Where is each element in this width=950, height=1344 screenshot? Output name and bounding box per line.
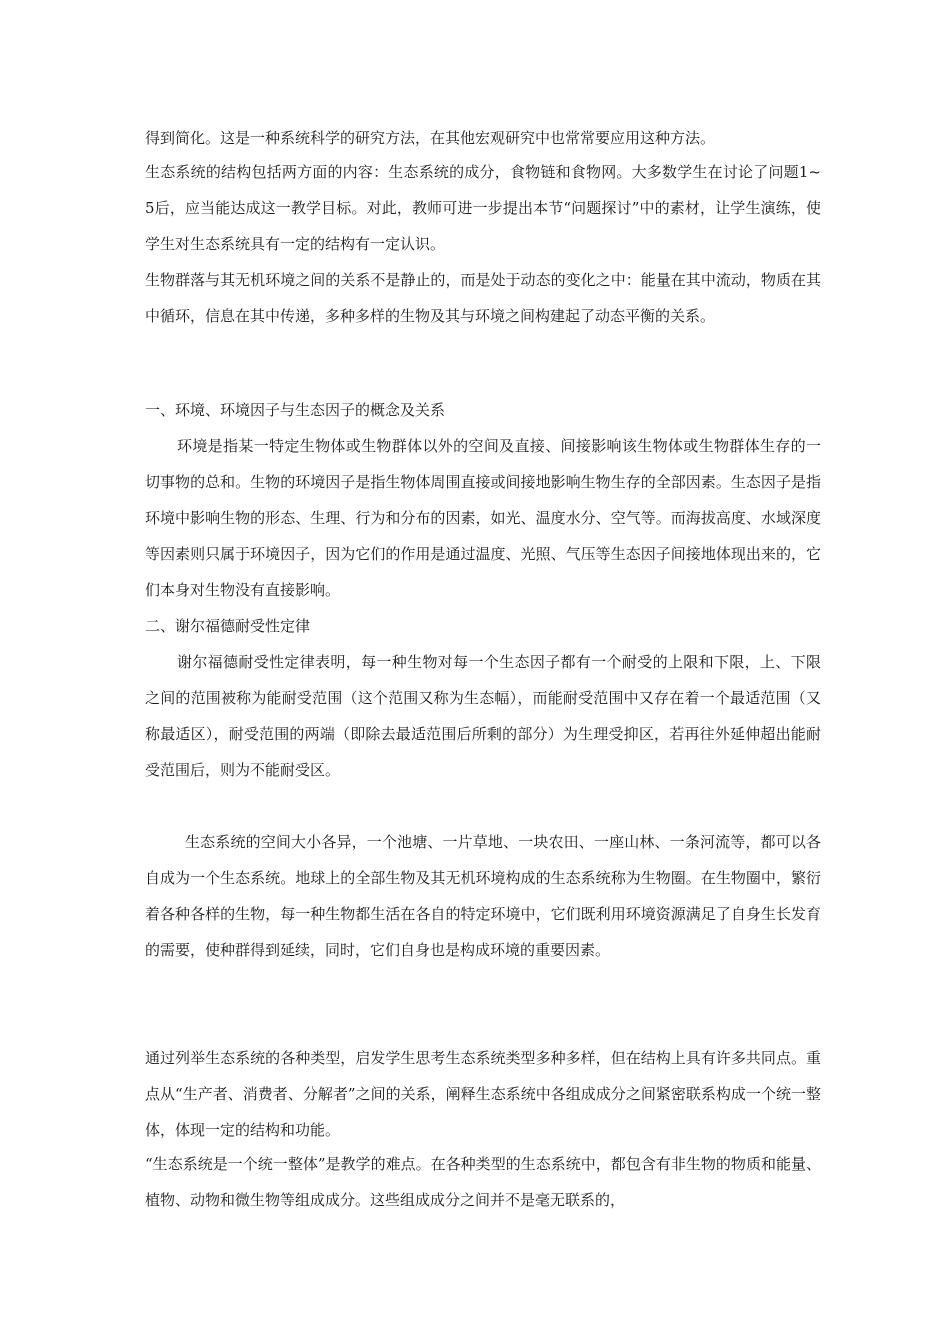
paragraph-continuation: 得到简化。这是一种系统科学的研究方法，在其他宏观研究中也常常要应用这种方法。: [145, 129, 716, 147]
paragraph-ecosystem-structure: 生态系统的结构包括两方面的内容：生态系统的成分，食物链和食物网。大多数学生在讨论了问题1~5后，应当能达成这一教学目标。对此，教师可进一步提出本节“问题探讨”中的素材，让学生演练，使学生对生态系统具有一定的结构有一定认识。: [145, 163, 821, 253]
paragraph-environment-definition: 环境是指某一特定生物体或生物群体以外的空间及直接、间接影响该生物体或生物群体生存的一切事物的总和。生物的环境因子是指生物体周围直接或间接地影响生物生存的全部因素。生态因子是指环境中影响生物的形态、生理、行为和分布的因素，如光、温度水分、空气等。而海拔高度、水域深度等因素则只属于环境因子，因为它们的作用是通过温度、光照、气压等生态因子间接地体现出来的，它们本身对生物没有直接影响。: [145, 437, 821, 599]
paragraph-unified-whole: “生态系统是一个统一整体”是教学的难点。在各种类型的生态系统中，都包含有非生物的物质和能量、植物、动物和微生物等组成成分。这些组成成分之间并不是毫无联系的，: [145, 1155, 821, 1209]
section-heading-environment-factors: 一、环境、环境因子与生态因子的概念及关系: [145, 401, 446, 419]
paragraph-ecosystem-types: 通过列举生态系统的各种类型，启发学生思考生态系统类型多种多样，但在结构上具有许多共同点。重点从“生产者、消费者、分解者”之间的关系，阐释生态系统中各组成成分之间紧密联系构成一个统一整体，体现一定的结构和功能。: [145, 1049, 821, 1139]
paragraph-dynamic-relationship: 生物群落与其无机环境之间的关系不是静止的，而是处于动态的变化之中：能量在其中流动，物质在其中循环，信息在其中传递，多种多样的生物及其与环境之间构建起了动态平衡的关系。: [145, 271, 821, 325]
paragraph-ecosystem-size: 生态系统的空间大小各异，一个池塘、一片草地、一块农田、一座山林、一条河流等，都可以各自成为一个生态系统。地球上的全部生物及其无机环境构成的生态系统称为生物圈。在生物圈中，繁衍着各种各样的生物，每一种生物都生活在各自的特定环境中，它们既利用环境资源满足了自身生长发育的需要，使种群得到延续，同时，它们自身也是构成环境的重要因素。: [145, 833, 821, 959]
paragraph-shelford-law: 谢尔福德耐受性定律表明，每一种生物对每一个生态因子都有一个耐受的上限和下限，上、下限之间的范围被称为能耐受范围（这个范围又称为生态幅），而能耐受范围中又存在着一个最适范围（又称最适区），耐受范围的两端（即除去最适范围后所剩的部分）为生理受抑区，若再往外延伸超出能耐受范围后，则为不能耐受区。: [145, 653, 821, 779]
section-heading-shelford-law: 二、谢尔福德耐受性定律: [145, 617, 311, 635]
